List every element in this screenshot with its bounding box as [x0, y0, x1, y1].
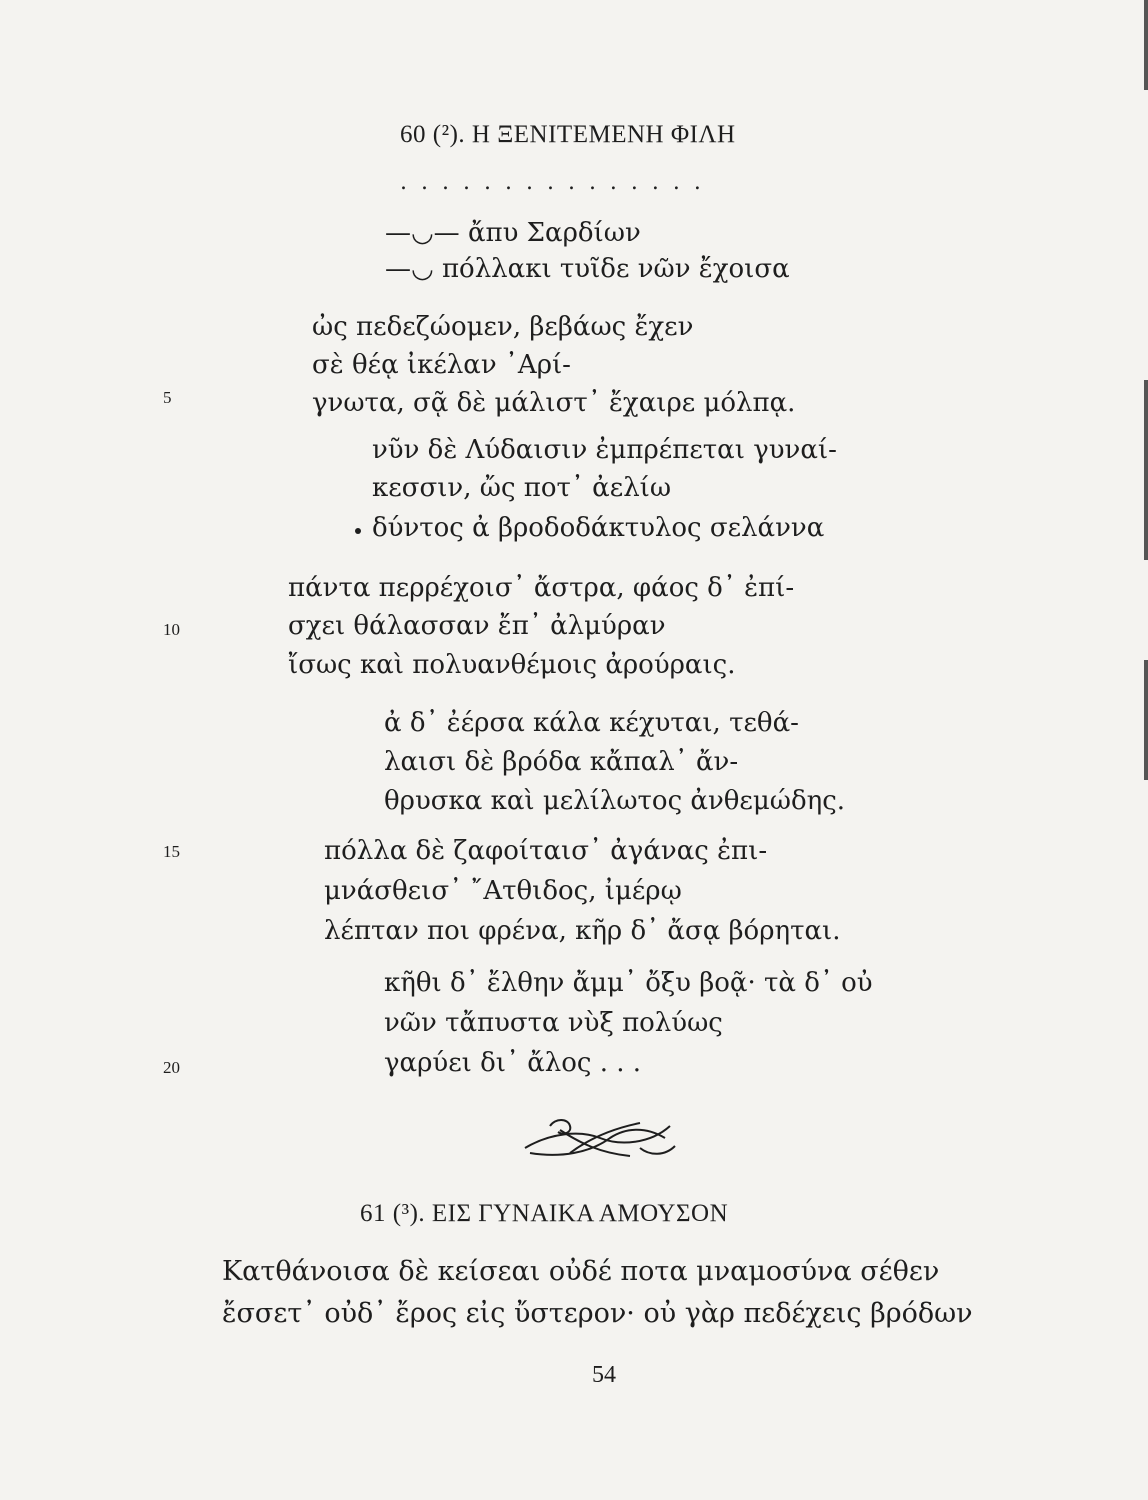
- verse-line: σὲ θέᾳ ἰκέλαν ᾿Αρί-: [312, 350, 571, 380]
- line-number: 5: [163, 388, 172, 407]
- verse-line: λέπταν ποι φρένα, κῆρ δ᾿ ἄσᾳ βόρηται.: [324, 916, 841, 946]
- verse-line: δύντος ἀ βροδοδάκτυλος σελάννα: [372, 513, 825, 543]
- verse-line: πόλλα δὲ ζαφοίταισ᾿ ἀγάνας ἐπι-: [324, 836, 768, 866]
- scan-edge: [1144, 0, 1148, 90]
- verse-line: —◡ πόλλακι τυῖδε νῶν ἔχοισα: [385, 254, 790, 284]
- verse-line: νῶν τἄπυστα νὺξ πολύως: [384, 1008, 723, 1038]
- bullet-mark: [355, 528, 361, 534]
- ornament-flourish: [520, 1108, 680, 1168]
- verse-line: γαρύει δι᾿ ἄλος . . .: [384, 1048, 642, 1078]
- scan-edge: [1144, 660, 1148, 780]
- line-number: 15: [163, 842, 180, 861]
- verse-line: —◡— ἄπυ Σαρδίων: [385, 218, 641, 248]
- verse-line: ἔσσετ᾿ οὐδ᾿ ἔρος εἰς ὔστερον· οὐ γὰρ πεδέχεις βρόδων: [222, 1298, 973, 1329]
- verse-line: κῆθι δ᾿ ἔλθην ἄμμ᾿ ὄξυ βοᾷ· τὰ δ᾿ οὐ: [384, 968, 873, 998]
- scan-edge: [1144, 380, 1148, 560]
- verse-line: ὠς πεδεζώομεν, βεβάως ἔχεν: [312, 312, 694, 342]
- verse-line: πάντα περρέχοισ᾿ ἄστρα, φάος δ᾿ ἐπί-: [288, 573, 795, 603]
- verse-line: ἀ δ᾿ ἐέρσα κάλα κέχυται, τεθά-: [384, 708, 799, 738]
- verse-line: σχει θάλασσαν ἔπ᾿ ἀλμύραν: [288, 611, 666, 641]
- verse-line: νῦν δὲ Λύδαισιν ἐμπρέπεται γυναί-: [372, 435, 837, 465]
- lacuna-dots: ...............: [400, 170, 715, 195]
- line-number: 10: [163, 620, 180, 639]
- poem-title-60: 60 (²). Η ΞΕΝΙΤΕΜΕΝΗ ΦΙΛΗ: [400, 121, 736, 148]
- verse-line: μνάσθεισ᾿ ῎Ατθιδος, ἰμέρῳ: [324, 876, 682, 906]
- verse-line: κεσσιν, ὤς ποτ᾿ ἀελίω: [372, 473, 672, 503]
- verse-line: Κατθάνοισα δὲ κείσεαι οὐδέ ποτα μναμοσύνα σέθεν: [222, 1256, 940, 1287]
- line-number: 20: [163, 1058, 180, 1077]
- poem-title-61: 61 (³). ΕΙΣ ΓΥΝΑΙΚΑ ΑΜΟΥΣΟΝ: [360, 1200, 729, 1227]
- page-number: 54: [592, 1362, 616, 1388]
- verse-line: γνωτα, σᾷ δὲ μάλιστ᾿ ἔχαιρε μόλπᾳ.: [312, 388, 796, 418]
- verse-line: λαισι δὲ βρόδα κἄπαλ᾿ ἄν-: [384, 747, 739, 777]
- verse-line: θρυσκα καὶ μελίλωτος ἀνθεμώδης.: [384, 786, 846, 816]
- verse-line: ἴσως καὶ πολυανθέμοις ἀρούραις.: [288, 650, 736, 680]
